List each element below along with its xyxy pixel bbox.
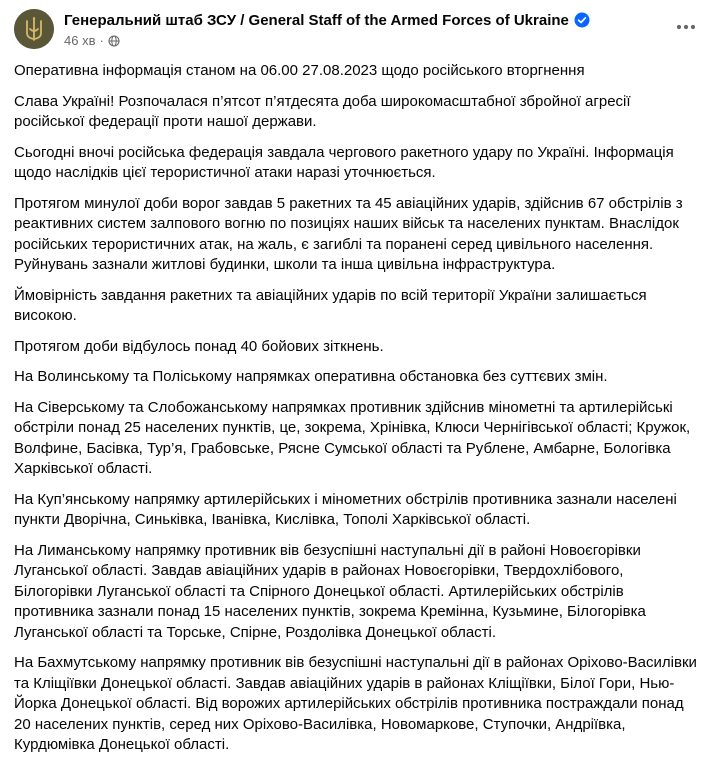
post-paragraph: Ймовірність завдання ракетних та авіаційних ударів по всій території України залишається високою. (14, 286, 647, 324)
page-name-link[interactable] (64, 11, 590, 31)
post-paragraph: На Бахмутському напрямку противник вів безуспішні наступальні дії в районах Оріхово-Василівки та Кліщіївки Донецької області. Завдав авіаційних ударів в районах Кліщіївки, Білої Гори, Нью-Йорка Донецької області. Від ворожих артилерійських обстрілів противника постраждали понад 20 населених пунктів, серед них Оріхово-Василівка, Новомаркове, Ступочки, Андріївка, Курдюмівка Донецької області. (14, 654, 697, 753)
meta-separator: · (99, 33, 104, 48)
more-options-button[interactable] (668, 9, 704, 45)
post-meta (64, 33, 120, 49)
post-paragraph: Протягом доби відбулось понад 40 бойових зіткнень. (14, 337, 384, 355)
avatar[interactable] (14, 9, 54, 49)
post-paragraph: Слава Україні! Розпочалася п’ятсот п’ятдесята доба широкомасштабної збройної агресії російської федерації проти нашої держави. (14, 92, 631, 130)
post-paragraph: Протягом минулої доби ворог завдав 5 ракетних та 45 авіаційних ударів, здійснив 67 обстрілів з реактивних систем залпового вогню по позиціях наших військ та населених пунктам. Внаслідок російських терористичних атак, на жаль, є загиблі та поранені серед цивільного населення. Руйнувань зазнали житлові будинки, школи та інша цивільна інфраструктура. (14, 194, 683, 273)
post-text (14, 61, 698, 766)
post-paragraph: На Волинському та Поліському напрямках оперативна обстановка без суттєвих змін. (14, 368, 608, 385)
post-paragraph: Оперативна інформація станом на 06.00 27.08.2023 щодо російського вторгнення (14, 62, 585, 79)
more-options-icon (676, 24, 696, 30)
post-header (14, 7, 704, 51)
page-name[interactable]: Генеральний штаб ЗСУ / General Staff of the Armed Forces of Ukraine (64, 12, 569, 29)
post-paragraph: Сьогодні вночі російська федерація завдала чергового ракетного удару по Україні. Інформація щодо наслідків цієї терористичної атаки наразі уточнюється. (14, 143, 674, 181)
post-timestamp[interactable]: 46 хв (64, 33, 96, 48)
post-paragraph: На Сіверському та Слобожанському напрямках противник здійснив мінометні та артилерійські обстріли понад 25 населених пунктів, це, зокрема, Хрінівка, Клюси Чернігівської області; Кружок, Волфине, Басівка, Тур’я, Грабовське, Рясне Сумської області та Рублене, Амбарне, Бологівка Харківської області. (14, 398, 691, 477)
globe-icon[interactable] (108, 35, 120, 47)
trident-emblem-icon (14, 9, 54, 49)
verified-badge-icon (574, 12, 590, 28)
post-paragraph: На Куп’янському напрямку артилерійських і мінометних обстрілів противника зазнали населені пункти Дворічна, Синьківка, Іванівка, Кислівка, Тополі Харківської області. (14, 490, 677, 528)
post-paragraph: На Лиманському напрямку противник вів безуспішні наступальні дії в районі Новоєгорівки Луганської області. Завдав авіаційних ударів в районах Новоєгорівки, Твердохлібового, Білогорівки Луганської області та Спірного Донецької області. Артилерійських обстрілів противника зазнали понад 15 населених пунктів, зокрема Кремінна, Кузьмине, Білогорівка Луганської області та Торське, Спірне, Роздолівка Донецької області. (14, 541, 646, 641)
